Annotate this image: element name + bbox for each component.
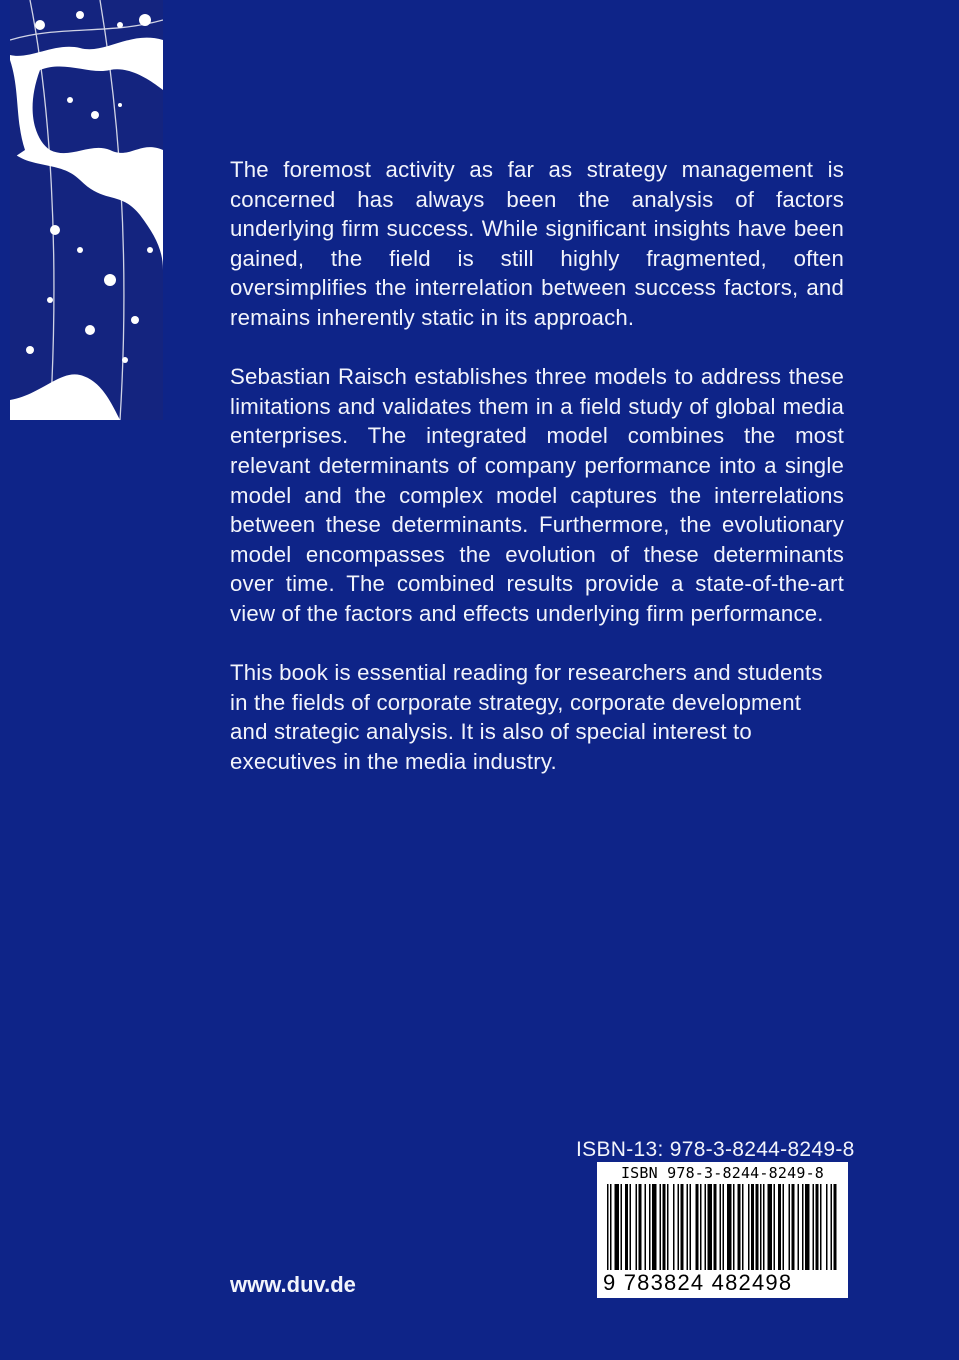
barcode-bar bbox=[615, 1184, 620, 1276]
barcode-bar bbox=[720, 1184, 722, 1276]
barcode-bar bbox=[639, 1184, 642, 1276]
barcode-bar bbox=[792, 1184, 795, 1276]
barcode-bar bbox=[768, 1184, 773, 1276]
barcode-bar bbox=[636, 1184, 638, 1276]
barcode-bar bbox=[714, 1184, 717, 1276]
barcode-bar bbox=[733, 1184, 735, 1276]
barcode-bar bbox=[663, 1184, 666, 1276]
barcode-bar bbox=[696, 1184, 699, 1276]
barcode-bar bbox=[610, 1184, 612, 1276]
barcode-bar bbox=[805, 1184, 810, 1276]
barcode-bar bbox=[681, 1184, 684, 1276]
barcode-bar bbox=[820, 1184, 822, 1276]
barcode-bar bbox=[748, 1184, 750, 1276]
barcode-bar bbox=[607, 1184, 609, 1276]
isbn-label: ISBN-13: 978-3-8244-8249-8 bbox=[576, 1138, 855, 1161]
barcode-bar bbox=[816, 1184, 819, 1276]
barcode-bar bbox=[831, 1184, 833, 1276]
barcode-bar bbox=[690, 1184, 692, 1276]
barcode-bar bbox=[700, 1184, 702, 1276]
barcode-bar bbox=[763, 1184, 765, 1276]
barcode-bar bbox=[723, 1184, 725, 1276]
barcode-bar bbox=[834, 1184, 837, 1276]
barcode-bar bbox=[751, 1184, 754, 1276]
barcode-bar bbox=[705, 1184, 707, 1276]
barcode-bar bbox=[774, 1184, 776, 1276]
barcode-bar bbox=[756, 1184, 759, 1276]
barcode-bar bbox=[660, 1184, 662, 1276]
barcode-bar bbox=[802, 1184, 804, 1276]
barcode-bar bbox=[727, 1184, 732, 1276]
barcode-bar bbox=[673, 1184, 675, 1276]
barcode-icon bbox=[605, 1184, 840, 1276]
barcode-bar bbox=[798, 1184, 800, 1276]
barcode-bar bbox=[778, 1184, 781, 1276]
publisher-website: www.duv.de bbox=[230, 1272, 356, 1297]
barcode-bar bbox=[630, 1184, 632, 1276]
barcode-bar bbox=[678, 1184, 680, 1276]
barcode-bar bbox=[625, 1184, 628, 1276]
barcode-digits: 9 783824 482498 bbox=[603, 1270, 843, 1296]
barcode-bar bbox=[667, 1184, 669, 1276]
barcode-bar bbox=[621, 1184, 623, 1276]
barcode-bar bbox=[645, 1184, 647, 1276]
barcode-bar bbox=[652, 1184, 657, 1276]
blurb-paragraph-3: This book is essential reading for researchers and students in the fields of corporate strategy, corporate development and strategic analysis. It is also of special interest to executives in the media industry. bbox=[230, 660, 823, 774]
barcode-isbn-text: ISBN 978-3-8244-8249-8 bbox=[620, 1164, 825, 1182]
barcode-bar bbox=[813, 1184, 815, 1276]
barcode-bar bbox=[789, 1184, 791, 1276]
barcode-bar bbox=[826, 1184, 828, 1276]
barcode-bar bbox=[738, 1184, 741, 1276]
back-cover-blurb bbox=[230, 155, 844, 806]
barcode-bar bbox=[708, 1184, 713, 1276]
barcode-bar bbox=[742, 1184, 744, 1276]
barcode-bar bbox=[760, 1184, 762, 1276]
globe-map-icon bbox=[10, 0, 163, 420]
blurb-paragraph-1: The foremost activity as far as strategy management is concerned has always been the analysis of factors underlying firm success. While significant insights have been gained, the field is still highly fragmented, often oversimplifies the interrelation between success factors, and remains inherently static in its approach. bbox=[230, 157, 844, 330]
barcode bbox=[597, 1162, 848, 1298]
barcode-bar bbox=[783, 1184, 785, 1276]
barcode-bar bbox=[649, 1184, 651, 1276]
barcode-bar bbox=[687, 1184, 689, 1276]
blurb-paragraph-2: Sebastian Raisch establishes three models to address these limitations and validates them in a field study of global media enterprises. The integrated model combines the most relevant determinants of company performance into a single model and the complex model captures the interrelations between these determinants. Furthermore, the evolutionary model encompasses the evolution of these determinants over time. The combined results provide a state-of-the-art view of the factors and effects underlying firm performance. bbox=[230, 364, 844, 626]
